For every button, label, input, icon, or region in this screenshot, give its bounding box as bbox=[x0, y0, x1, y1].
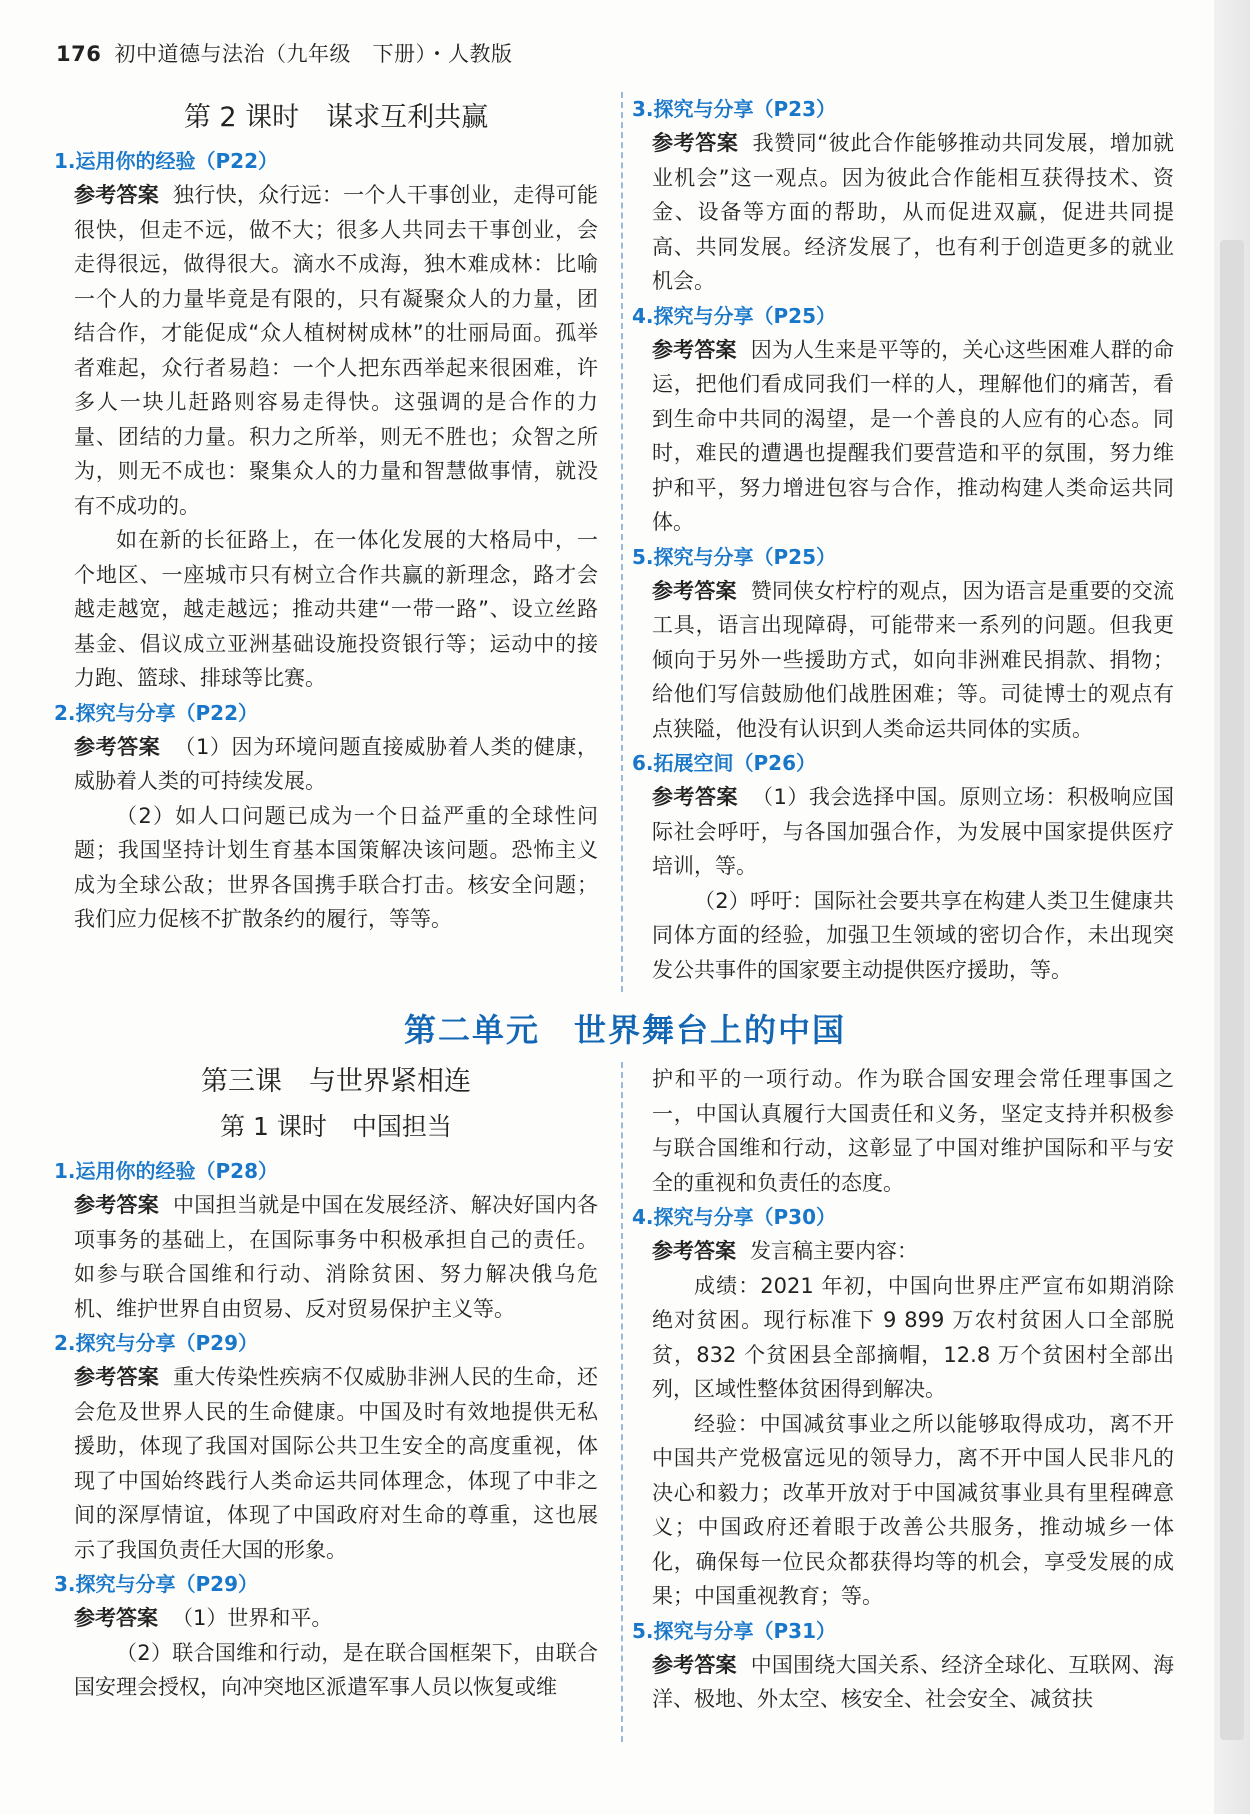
right-column-top bbox=[632, 92, 1175, 987]
lesson-title: 第 2 课时 谋求互利共赢 bbox=[183, 102, 489, 133]
answer-text: 经验：中国减贫事业之所以能够取得成功，离不开中国共产党极富远见的领导力，离不开中国人民非凡的决心和毅力；改革开放对于中国减贫事业具有里程碑意义；中国政府还着眼于改善公共服务，推动城乡一体化，确保每一位民众都获得均等的机会，享受发展的成果；中国重视教育；等。 bbox=[652, 1411, 1174, 1608]
answer-text: （1）因为环境问题直接威胁着人类的健康，威胁着人类的可持续发展。 bbox=[74, 734, 599, 793]
answer-text: 因为人生来是平等的，关心这些困难人群的命运，把他们看成同我们一样的人，理解他们的痛苦，看到生命中共同的渴望，是一个善良的人应有的心态。同时，难民的遭遇也提醒我们要营造和平的氛围，努力维护和平，努力增进包容与合作，推动构建人类命运共同体。 bbox=[652, 337, 1175, 534]
answer-label: 参考答案 bbox=[74, 1365, 160, 1389]
answer-text: 中国围绕大国关系、经济全球化、互联网、海洋、极地、外太空、核安全、社会安全、减贫扶 bbox=[652, 1652, 1175, 1711]
page-number: 176 bbox=[56, 42, 102, 66]
answer-text: 我赞同“彼此合作能够推动共同发展，增加就业机会”这一观点。因为彼此合作能相互获得技术、资金、设备等方面的帮助，从而促进双赢，促进共同提高、共同发展。经济发展了，也有利于创造更多的就业机会。 bbox=[652, 131, 1175, 293]
answer-text: （1）世界和平。 bbox=[172, 1606, 333, 1630]
answer-text: 独行快，众行远：一个人干事创业，走得可能很快，但走不远，做不大；很多人共同去干事创业，会走得很远，做得很大。滴水不成海，独木难成林：比喻一个人的力量毕竟是有限的，只有凝聚众人的力量，团结合作，才能促成“众人植树树成林”的壮丽局面。孤举者难起，众行者易趋：一个人把东西举起来很困难，许多人一块儿赶路则容易走得快。这强调的是合作的力量、团结的力量。积力之所举，则无不胜也；众智之所为，则无不成也：聚集众人的力量和智慧做事情，就没有不成功的。 bbox=[74, 183, 599, 518]
question-heading: 4.探究与分享（P30） bbox=[632, 1205, 837, 1229]
column-divider-top bbox=[621, 92, 623, 992]
answer-text: （2）联合国维和行动，是在联合国框架下，由联合国安理会授权，向冲突地区派遣军事人员以恢复或维 bbox=[74, 1640, 598, 1699]
scrollbar-thumb[interactable] bbox=[1220, 240, 1244, 1740]
answer-label: 参考答案 bbox=[652, 1239, 736, 1263]
question-heading: 1.运用你的经验（P28） bbox=[54, 1159, 279, 1183]
answer-label: 参考答案 bbox=[652, 785, 739, 809]
unit-name: 世界舞台上的中国 bbox=[574, 1011, 847, 1049]
answer-text: 成绩：2021 年初，中国向世界庄严宣布如期消除绝对贫困。现行标准下 9 899 万农村贫困人口全部脱贫，832 个贫困县全部摘帽，12.8 万个贫困村全部出列，区域性整体贫困得到解决。 bbox=[652, 1273, 1174, 1401]
answer-text: 重大传染性疾病不仅威胁非洲人民的生命，还会危及世界人民的生命健康。中国及时有效地提供无私援助，体现了我国对国际公共卫生安全的高度重视，体现了中国始终践行人类命运共同体理念，体现了中非之间的深厚情谊，体现了中国政府对生命的尊重，这也展示了我国负责任大国的形象。 bbox=[74, 1365, 599, 1562]
question-heading: 2.探究与分享（P29） bbox=[54, 1331, 259, 1355]
answer-label: 参考答案 bbox=[74, 183, 160, 207]
answer-text: 赞同侠女柠柠的观点，因为语言是重要的交流工具，语言出现障碍，可能带来一系列的问题。但我更倾向于另外一些援助方式，如向非洲难民捐款、捐物；给他们写信鼓励他们战胜困难；等。司徒博士的观点有点狭隘，他没有认识到人类命运共同体的实质。 bbox=[652, 578, 1175, 741]
answer-label: 参考答案 bbox=[652, 578, 737, 603]
answer-text: 中国担当就是中国在发展经济、解决好国内各项事务的基础上，在国际事务中积极承担自己的责任。如参与联合国维和行动、消除贫困、努力解决俄乌危机、维护世界自由贸易、反对贸易保护主义等。 bbox=[74, 1193, 599, 1321]
unit-number: 第二单元 bbox=[403, 1011, 540, 1049]
unit-title bbox=[0, 1005, 1250, 1051]
answer-label: 参考答案 bbox=[652, 131, 739, 155]
course-title: 第三课 与世界紧相连 bbox=[201, 1066, 471, 1097]
question-heading: 5.探究与分享（P25） bbox=[632, 544, 837, 569]
left-column-top bbox=[54, 98, 599, 937]
answer-label: 参考答案 bbox=[74, 1606, 158, 1630]
answer-text: 发言稿主要内容： bbox=[750, 1239, 918, 1263]
question-heading: 2.探究与分享（P22） bbox=[54, 700, 259, 725]
scrollbar[interactable] bbox=[1214, 0, 1250, 1814]
page-header bbox=[56, 38, 513, 68]
question-heading: 6.拓展空间（P26） bbox=[632, 751, 817, 775]
question-heading: 3.探究与分享（P23） bbox=[632, 97, 837, 121]
question-heading: 1.运用你的经验（P22） bbox=[54, 149, 279, 173]
question-heading: 4.探究与分享（P25） bbox=[632, 303, 837, 328]
answer-text: （1）我会选择中国。原则立场：积极响应国际社会呼吁，与各国加强合作，为发展中国家提供医疗培训，等。 bbox=[652, 785, 1175, 878]
lesson-title: 第 1 课时 中国担当 bbox=[220, 1112, 452, 1141]
column-divider-bottom bbox=[621, 1062, 623, 1742]
answer-label: 参考答案 bbox=[652, 1652, 737, 1677]
left-column-bottom bbox=[54, 1062, 599, 1705]
answer-text: 如在新的长征路上，在一体化发展的大格局中，一个地区、一座城市只有树立合作共赢的新理念，路才会越走越宽，越走越远；推动共建“一带一路”、设立丝路基金、倡议成立亚洲基础设施投资银行等；运动中的接力跑、篮球、排球等比赛。 bbox=[74, 528, 598, 690]
answer-text: 护和平的一项行动。作为联合国安理会常任理事国之一，中国认真履行大国责任和义务，坚定支持并积极参与联合国维和行动，这彰显了中国对维护国际和平与安全的重视和负责任的态度。 bbox=[652, 1067, 1174, 1195]
right-column-bottom bbox=[632, 1062, 1175, 1717]
answer-label: 参考答案 bbox=[652, 337, 737, 362]
answer-label: 参考答案 bbox=[74, 734, 161, 759]
answer-text: （2）呼吁：国际社会要共享在构建人类卫生健康共同体方面的经验，加强卫生领域的密切合作，未出现突发公共事件的国家要主动提供医疗援助，等。 bbox=[652, 888, 1174, 982]
book-title: 初中道德与法治（九年级 下册）・人教版 bbox=[114, 42, 513, 66]
answer-text: （2）如人口问题已成为一个日益严重的全球性问题；我国坚持计划生育基本国策解决该问题。恐怖主义成为全球公敌；世界各国携手联合打击。核安全问题；我们应力促核不扩散条约的履行，等等。 bbox=[74, 803, 598, 931]
question-heading: 3.探究与分享（P29） bbox=[54, 1572, 259, 1596]
question-heading: 5.探究与分享（P31） bbox=[632, 1618, 837, 1643]
answer-label: 参考答案 bbox=[74, 1193, 160, 1217]
